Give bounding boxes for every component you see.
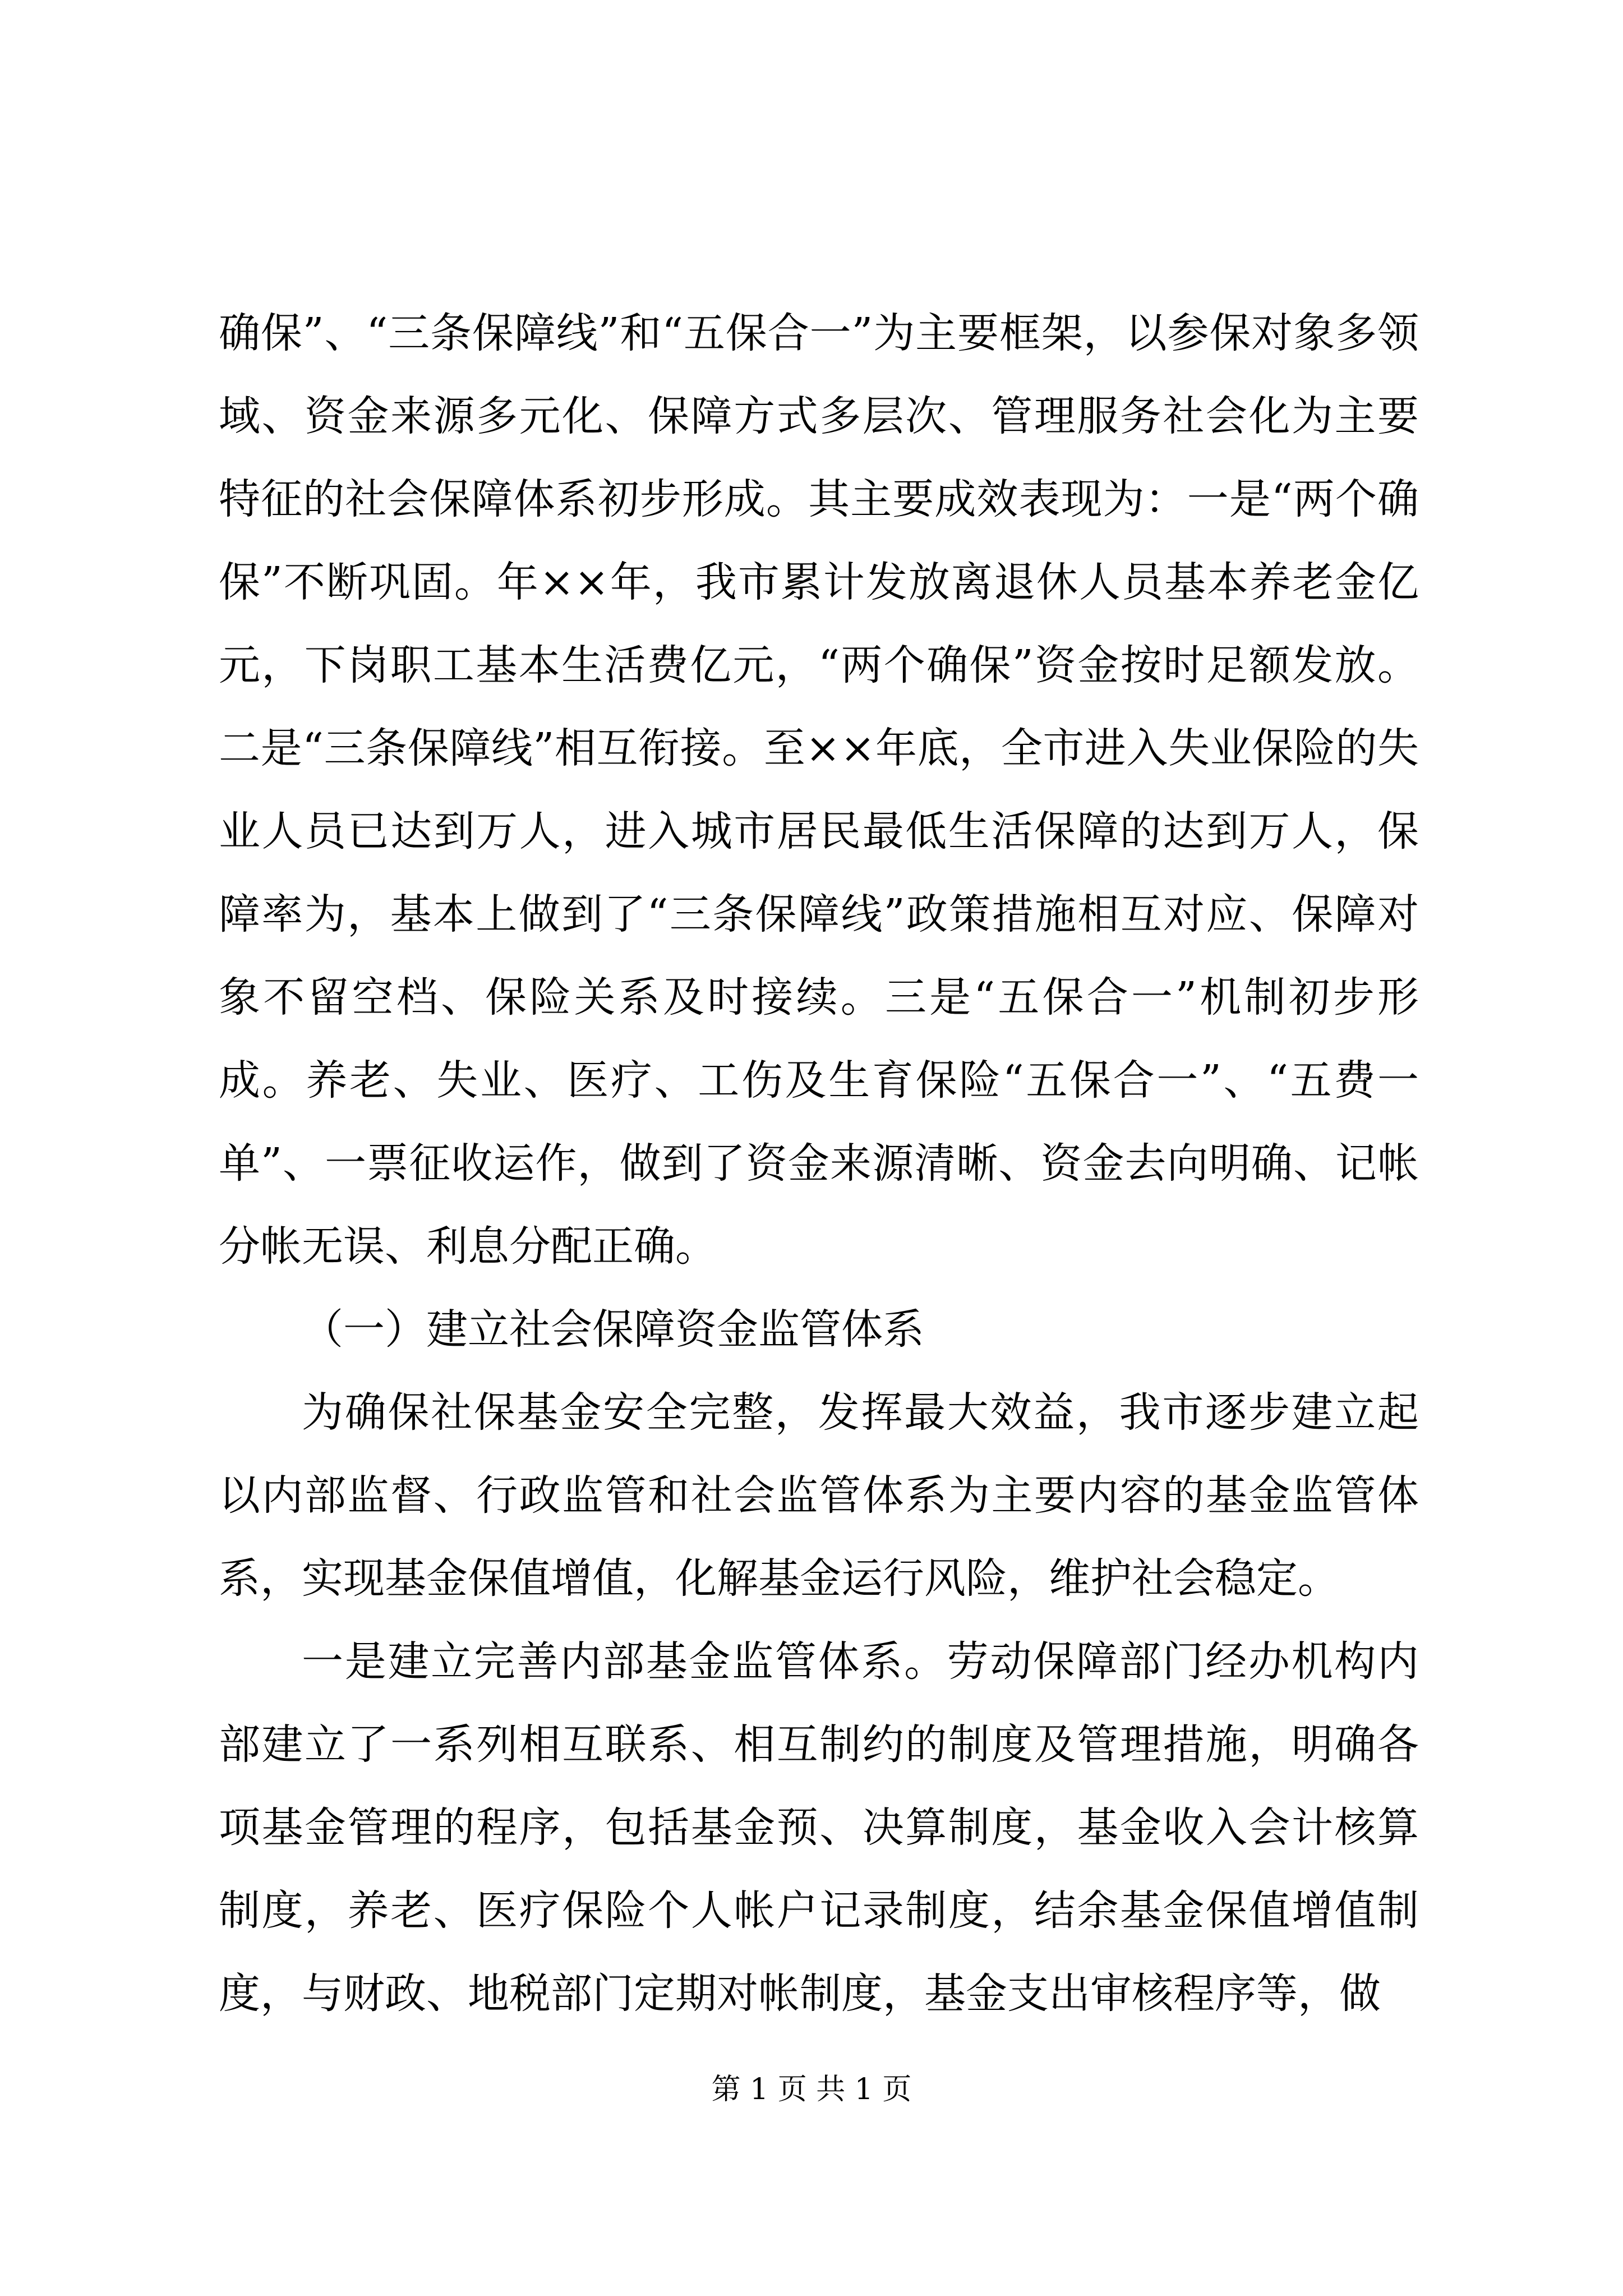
document-body [219, 292, 1419, 2035]
paragraph-intro: 为确保社保基金安全完整，发挥最大效益，我市逐步建立起以内部监督、行政监管和社会监管体系为主要内容的基金监管体系，实现基金保值增值，化解基金运行风险，维护社会稳定。 [219, 1388, 1419, 1603]
page-footer: 第 1 页 共 1 页 [711, 2073, 912, 2106]
paragraph-internal-supervision: 一是建立完善内部基金监管体系。劳动保障部门经办机构内部建立了一系列相互联系、相互制约的制度及管理措施，明确各项基金管理的程序，包括基金预、决算制度，基金收入会计核算制度，养老、医疗保险个人帐户记录制度，结余基金保值增值制度，与财政、地税部门定期对帐制度，基金支出审核程序等，做 [219, 1637, 1419, 2018]
paragraph-continuation: 确保”、“三条保障线”和“五保合一”为主要框架，以参保对象多领域、资金来源多元化、保障方式多层次、管理服务社会化为主要特征的社会保障体系初步形成。其主要成效表现为：一是“两个确保”不断巩固。年××年，我市累计发放离退休人员基本养老金亿元，下岗职工基本生活费亿元，“两个确保”资金按时足额发放。二是“三条保障线”相互衔接。至××年底，全市进入失业保险的失业人员已达到万人，进入城市居民最低生活保障的达到万人，保障率为，基本上做到了“三条保障线”政策措施相互对应、保障对象不留空档、保险关系及时接续。三是“五保合一”机制初步形成。养老、失业、医疗、工伤及生育保险“五保合一”、“五费一单”、一票征收运作，做到了资金来源清晰、资金去向明确、记帐分帐无误、利息分配正确。 [219, 309, 1419, 1271]
section-heading: （一）建立社会保障资金监管体系 [302, 1305, 924, 1354]
